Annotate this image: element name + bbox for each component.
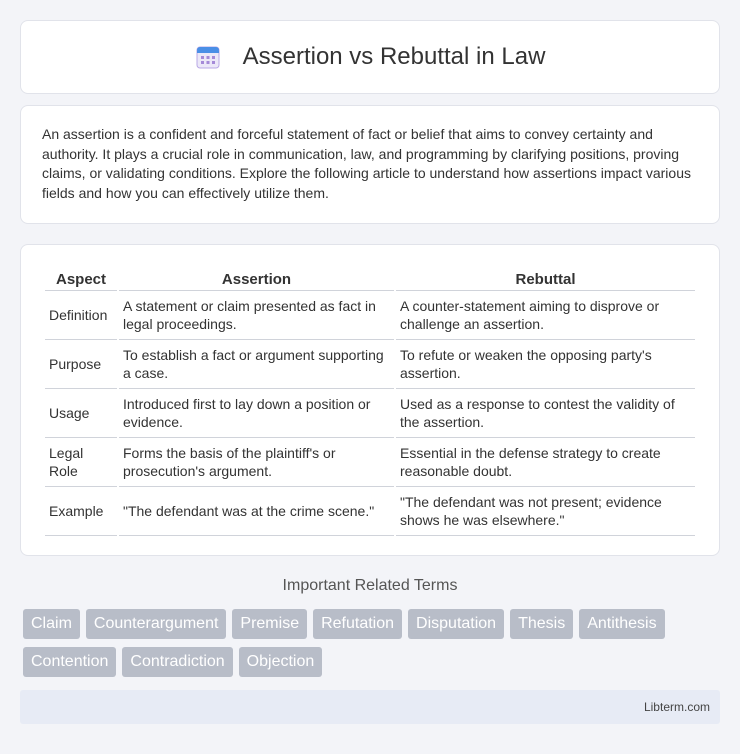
comparison-table — [43, 265, 697, 536]
term-tag-refutation[interactable]: Refutation — [313, 609, 402, 639]
row-aspect: Purpose — [45, 340, 117, 389]
row-rebuttal: A counter-statement aiming to disprove or challenge an assertion. — [396, 291, 695, 340]
page-title: Assertion vs Rebuttal in Law — [242, 43, 546, 70]
term-tag-thesis[interactable]: Thesis — [510, 609, 573, 639]
table-header-row — [45, 265, 695, 291]
term-tag-contention[interactable]: Contention — [23, 647, 116, 677]
row-aspect: Example — [45, 487, 117, 536]
row-assertion: Forms the basis of the plaintiff's or prosecution's argument. — [119, 438, 394, 487]
term-tag-contradiction[interactable]: Contradiction — [122, 647, 232, 677]
row-aspect: Definition — [45, 291, 117, 340]
term-tag-antithesis[interactable]: Antithesis — [579, 609, 664, 639]
term-tag-claim[interactable]: Claim — [23, 609, 80, 639]
table-row — [45, 389, 695, 438]
row-assertion: A statement or claim presented as fact in legal proceedings. — [119, 291, 394, 340]
comparison-table-card — [20, 244, 720, 556]
footer — [20, 690, 720, 724]
header-assertion: Assertion — [119, 265, 394, 291]
row-aspect: Usage — [45, 389, 117, 438]
header-aspect: Aspect — [45, 265, 117, 291]
intro-text: An assertion is a confident and forceful statement of fact or belief that aims to convey certainty and authority. It plays a crucial role in communication, law, and programming by clarifying positions, proving claims, or validating conditions. Explore the following article to understand how assertions impact various fields and how you can effectively utilize them. — [42, 126, 691, 201]
intro-card — [20, 105, 720, 224]
table-row — [45, 291, 695, 340]
related-terms-list — [23, 609, 723, 677]
term-tag-disputation[interactable]: Disputation — [408, 609, 504, 639]
row-aspect: Legal Role — [45, 438, 117, 487]
header-card — [20, 20, 720, 94]
row-assertion: Introduced first to lay down a position or evidence. — [119, 389, 394, 438]
header-rebuttal: Rebuttal — [396, 265, 695, 291]
row-assertion: To establish a fact or argument supporting a case. — [119, 340, 394, 389]
table-row — [45, 438, 695, 487]
calendar-icon — [195, 44, 221, 70]
term-tag-objection[interactable]: Objection — [239, 647, 323, 677]
row-rebuttal: Used as a response to contest the validity of the assertion. — [396, 389, 695, 438]
term-tag-premise[interactable]: Premise — [232, 609, 307, 639]
row-rebuttal: Essential in the defense strategy to create reasonable doubt. — [396, 438, 695, 487]
table-row — [45, 487, 695, 536]
table-row — [45, 340, 695, 389]
row-rebuttal: To refute or weaken the opposing party's assertion. — [396, 340, 695, 389]
footer-link[interactable]: Libterm.com — [643, 700, 710, 714]
row-rebuttal: "The defendant was not present; evidence shows he was elsewhere." — [396, 487, 695, 536]
related-terms-title: Important Related Terms — [282, 577, 458, 594]
row-assertion: "The defendant was at the crime scene." — [119, 487, 394, 536]
term-tag-counterargument[interactable]: Counterargument — [86, 609, 227, 639]
